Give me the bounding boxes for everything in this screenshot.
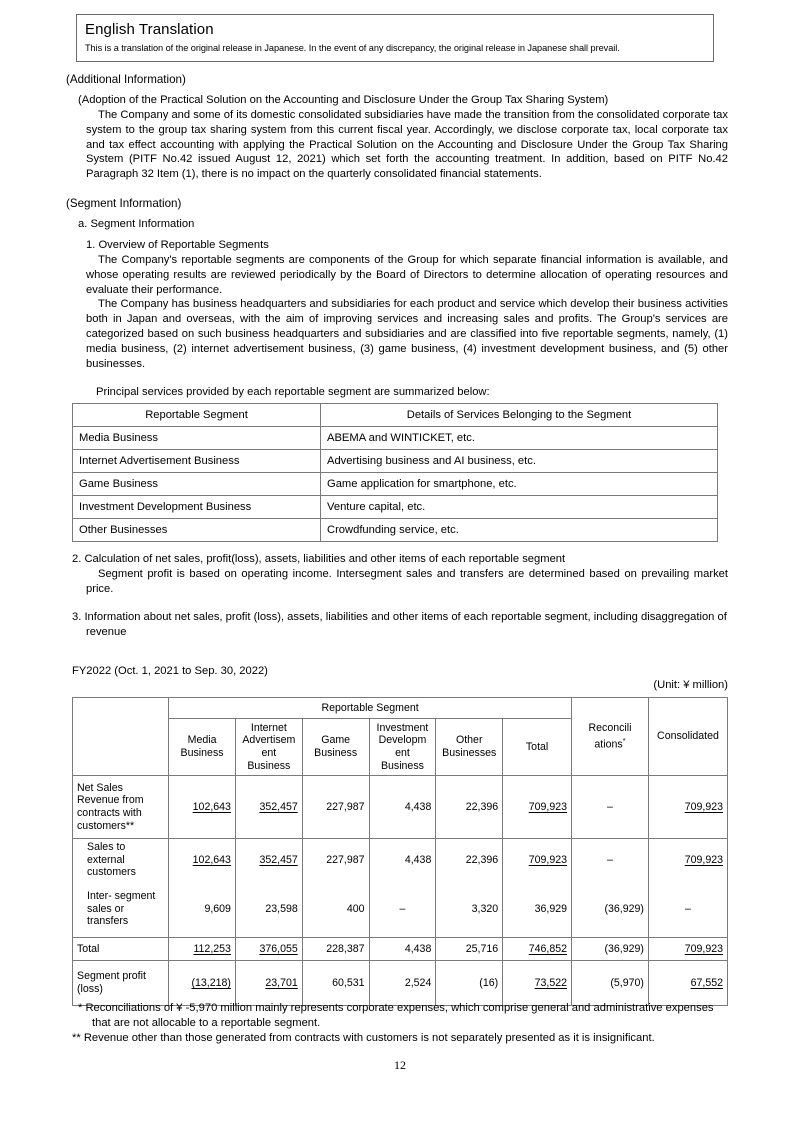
footnotes [72,1001,728,1045]
row-label-intersegment-sales: Inter- segment sales or transfers [73,881,169,938]
cell-intersegment-media: 9,609 [169,881,236,938]
segment-calculation-section [0,552,800,679]
cell-sales-external-total [503,839,572,882]
header-reconciliations [572,698,649,776]
value: (13,218) [191,976,231,989]
row-label-sales-to-external-customers: Sales to external customers [73,839,169,882]
row-label-total: Total [73,938,169,961]
cell-total-other: 25,716 [436,938,503,961]
unit-note: (Unit: ¥ million) [653,679,728,691]
cell-profit-game: 60,531 [302,961,369,1006]
cell-total-investment: 4,438 [369,938,436,961]
table-row [73,427,718,450]
segment-details: Game application for smartphone, etc. [321,473,718,496]
header-media-business: Media Business [169,719,236,776]
table-header-row [73,404,718,427]
principal-services-note: Principal services provided by each reportable segment are summarized below: [96,386,490,398]
segment-item-3-text: Information about net sales, profit (loss), assets, liabilities and other items of each reportable segment, including disaggregation of revenue [84,611,727,639]
cell-intersegment-reconciliations: (36,929) [572,881,649,938]
value: 102,643 [192,853,231,866]
value: 746,852 [528,942,568,955]
cell-net-sales-total [503,776,572,839]
cell-intersegment-internet: 23,598 [235,881,302,938]
header-reportable-segment-group: Reportable Segment [169,698,572,719]
footnote-reconciliations: * Reconciliations of ¥ -5,970 million mainly represents corporate expenses, which comprise general and administrative expenses that are not allocable to a reportable segment. [78,1002,714,1029]
additional-information-heading: (Additional Information) [66,73,186,86]
value: 73,522 [534,976,568,989]
cell-total-total [503,938,572,961]
segment-item-2-title: 2. Calculation of net sales, profit(loss), assets, liabilities and other items of each reportable segment [72,553,566,565]
segment-item-3-title [72,610,728,640]
table-row-segment-profit [73,961,728,1006]
value: 709,923 [528,853,568,866]
segment-item-2-body: Segment profit is based on operating income. Intersegment sales and transfers are determined based on prevailing market price. [86,567,728,595]
cell-sales-external-game: 227,987 [302,839,369,882]
header-other-businesses: Other Businesses [436,719,503,776]
header-consolidated: Consolidated [648,698,727,776]
value: 112,253 [193,942,231,955]
cell-profit-total [503,961,572,1006]
segment-name: Game Business [73,473,321,496]
cell-profit-other: (16) [436,961,503,1006]
cell-sales-external-consolidated [648,839,727,882]
fiscal-year-label: FY2022 (Oct. 1, 2021 to Sep. 30, 2022) [72,664,268,677]
cell-sales-external-internet [235,839,302,882]
page-number: 12 [394,1058,406,1072]
header-internet-advertisement-business: Internet Advertisem ent Business [235,719,302,776]
header-total: Total [503,719,572,776]
reconciliations-asterisk: * [622,735,626,745]
cell-net-sales-consolidated [648,776,727,839]
cell-intersegment-game: 400 [302,881,369,938]
additional-information-section [0,72,800,371]
table-row-intersegment [73,881,728,938]
value: 709,923 [684,853,723,866]
table-row [73,519,718,542]
table-row [73,473,718,496]
corner-cell [73,698,169,776]
value: 709,923 [684,800,723,813]
table-row-net-sales [73,776,728,839]
header-reportable-segment: Reportable Segment [73,404,321,427]
segment-details: Venture capital, etc. [321,496,718,519]
header-investment-development-business: Investment Developm ent Business [369,719,436,776]
segment-name: Investment Development Business [73,496,321,519]
segment-information-item-1: 1. Overview of Reportable Segments [86,238,269,251]
cell-net-sales-other: 22,396 [436,776,503,839]
cell-sales-external-other: 22,396 [436,839,503,882]
segment-name: Media Business [73,427,321,450]
cell-intersegment-other: 3,320 [436,881,503,938]
header-game-business: Game Business [302,719,369,776]
cell-total-media [169,938,236,961]
cell-sales-external-media [169,839,236,882]
cell-profit-media [169,961,236,1006]
cell-intersegment-total: 36,929 [503,881,572,938]
value: 352,457 [259,800,298,813]
segment-overview-paragraph-1: The Company's reportable segments are components of the Group for which separate financial information is available, and whose operating results are reviewed periodically by the Board of Directors to determine allocation of operating resources and evaluate their performance. [86,253,728,296]
segment-details: Advertising business and AI business, etc. [321,450,718,473]
row-label-segment-profit-loss: Segment profit (loss) [73,961,169,1006]
cell-profit-investment: 2,524 [369,961,436,1006]
cell-sales-external-reconciliations: – [572,839,649,882]
header-details-of-services: Details of Services Belonging to the Segment [321,404,718,427]
segment-services-table [72,403,718,542]
cell-net-sales-media [169,776,236,839]
english-translation-banner [76,14,714,62]
value: 23,701 [265,976,298,989]
footnote-revenue: ** Revenue other than those generated from contracts with customers is not separately presented as it is insignificant. [72,1031,655,1044]
cell-sales-external-investment: 4,438 [369,839,436,882]
additional-information-subheading: (Adoption of the Practical Solution on the Accounting and Disclosure Under the Group Tax Sharing System) [78,94,609,106]
additional-information-paragraph: The Company and some of its domestic consolidated subsidiaries have made the transition from the consolidated corporate tax system to the group tax sharing system from this current fiscal year. Accordingly, we disclose corporate tax, local corporate tax and tax effect accounting with applying the Practical Solution on the Accounting and Disclosure Under the Group Tax Sharing System (PITF No.42 issued August 12, 2021) which set forth the accounting treatment. In addition, based on PITF No.42 Paragraph 32 Item (1), there is no impact on the quarterly consolidated financial statements. [86,109,728,181]
value: 102,643 [192,800,231,813]
segment-details: Crowdfunding service, etc. [321,519,718,542]
segment-details: ABEMA and WINTICKET, etc. [321,427,718,450]
cell-profit-internet [235,961,302,1006]
value: 709,923 [684,942,723,955]
cell-intersegment-consolidated: – [648,881,727,938]
cell-profit-reconciliations: (5,970) [572,961,649,1006]
row-label-net-sales: Net Sales Revenue from contracts with customers** [73,776,169,839]
segment-financial-table [72,697,728,1006]
table-header-row-group [73,698,728,719]
table-row [73,450,718,473]
segment-information-heading: (Segment Information) [66,196,182,210]
value: 709,923 [528,800,568,813]
cell-total-game: 228,387 [302,938,369,961]
cell-net-sales-internet [235,776,302,839]
cell-net-sales-reconciliations: – [572,776,649,839]
segment-name: Other Businesses [73,519,321,542]
table-row [73,496,718,519]
header-reconciliations-label: Reconcili ations [588,722,632,751]
banner-subtitle: This is a translation of the original release in Japanese. In the event of any discrepancy, the original release in Japanese shall prevail. [85,43,620,53]
cell-intersegment-investment: – [369,881,436,938]
segment-overview-paragraph-2: The Company has business headquarters and subsidiaries for each product and service which develop their business activities both in Japan and overseas, with the aim of improving services and increasing sales and profits. The Group's services are categorized based on such business headquarters and subsidiaries and are classified into five reportable segments, namely, (1) media business, (2) internet advertisement business, (3) game business, (4) investment development business, and (5) other businesses. [86,298,728,370]
segment-information-item-a: a. Segment Information [78,217,195,230]
table-row-total [73,938,728,961]
value: 67,552 [690,976,723,989]
cell-total-internet [235,938,302,961]
cell-total-consolidated [648,938,727,961]
segment-item-3-number: 3. [72,611,82,624]
table-row-sales-external [73,839,728,882]
cell-profit-consolidated [648,961,727,1006]
value: 352,457 [259,853,298,866]
cell-net-sales-investment: 4,438 [369,776,436,839]
cell-net-sales-game: 227,987 [302,776,369,839]
segment-name: Internet Advertisement Business [73,450,321,473]
cell-total-reconciliations: (36,929) [572,938,649,961]
value: 376,055 [259,942,298,955]
banner-title: English Translation [85,21,214,38]
